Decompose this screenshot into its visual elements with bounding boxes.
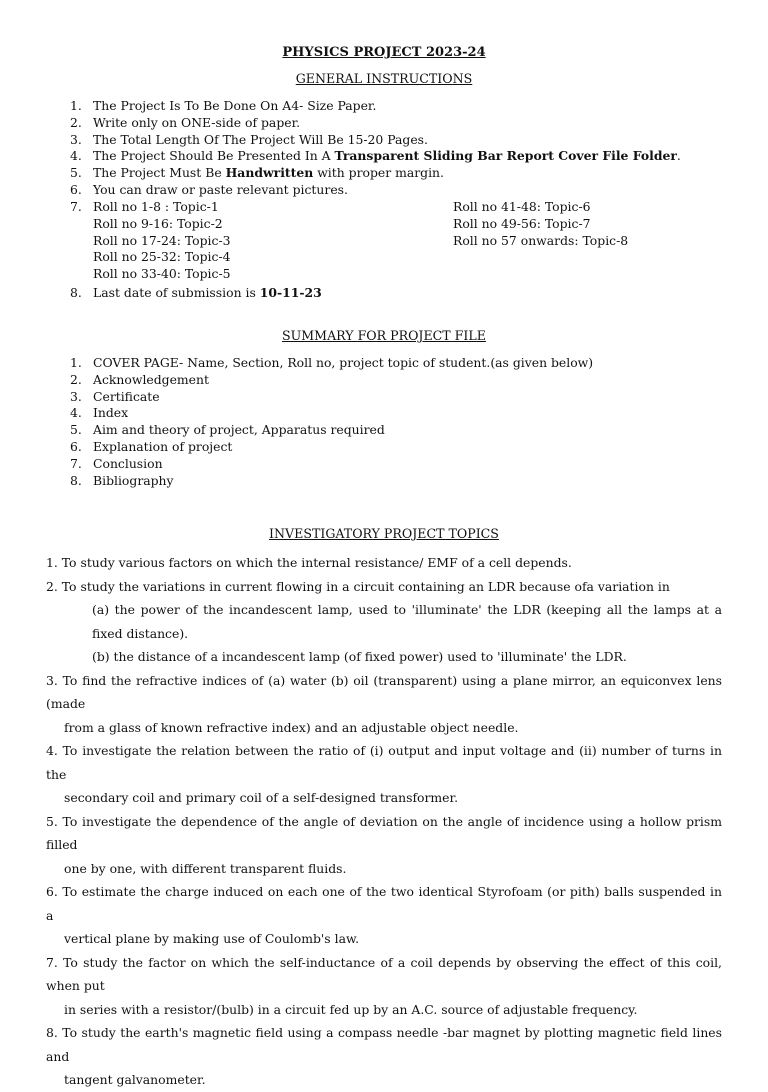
item-text: Certificate [93,388,160,404]
topics-list [46,551,722,1092]
item-text: Last date of submission is [93,285,260,300]
topic-item [46,669,722,740]
item-text-end: with proper margin. [313,165,444,181]
item-text: COVER PAGE- Name, Section, Roll no, project topic of student.(as given below) [93,355,594,370]
topic-item [46,551,722,575]
item-number: 6. [70,438,82,454]
item-number: 8. [70,472,82,488]
item-text: Aim and theory of project, Apparatus required [93,422,385,438]
roll-entry: Roll no 33-40: Topic-5 [93,266,231,282]
topics-heading: INVESTIGATORY PROJECT TOPICS [269,526,499,541]
roll-entry: Roll no 25-32: Topic-4 [93,249,231,265]
item-number: 7. [70,455,82,471]
topic-item [46,880,722,951]
topic-text: 1. To study various factors on which the internal resistance/ EMF of a cell depends. [46,555,572,570]
item-text: The Project Is To Be Done On A4- Size Paper. [93,98,377,113]
topic-text-continued: vertical plane by making use of Coulomb's law. [64,931,360,946]
roll-entry: Roll no 41-48: Topic-6 [453,199,591,214]
list-item [62,132,681,149]
topic-item [46,1021,722,1092]
roll-entry: Roll no 9-16: Topic-2 [93,215,223,231]
item-text-end: . [676,148,681,164]
item-number: 4. [70,405,82,421]
item-text: Explanation of project [93,438,233,454]
topic-text-continued: in series with a resistor/(bulb) in a circuit fed up by an A.C. source of adjustable frequency. [64,1001,638,1017]
item-number: 1. [70,98,82,113]
topic-item [46,810,722,881]
item-number: 3. [70,388,82,404]
summary-list [62,355,593,489]
item-text: The Total Length Of The Project Will Be 15-20 Pages. [93,131,428,147]
item-text: You can draw or paste relevant pictures. [93,181,348,197]
list-item [62,98,681,115]
item-number: 8. [70,285,82,300]
topic-text-continued: tangent galvanometer. [64,1072,206,1087]
list-item [62,405,593,422]
topic-subitem: (a) the power of the incandescent lamp, used to 'illuminate' the LDR (keeping all the lamps at a fixed distance). [92,602,722,641]
topic-text: 8. To study the earth's magnetic field using a compass needle -bar magnet by plotting magnetic field lines and [46,1025,722,1064]
roll-column-left [93,199,231,283]
list-item [62,456,593,473]
topic-text: 4. To investigate the relation between the ratio of (i) output and input voltage and (ii) number of turns in the [46,743,722,782]
item-number: 6. [70,181,82,197]
item-text: Write only on ONE-side of paper. [93,114,301,130]
topic-item [46,951,722,1022]
topic-subitem: (b) the distance of a incandescent lamp (of fixed power) used to 'illuminate' the LDR. [92,649,627,664]
topic-text-continued: secondary coil and primary coil of a self-designed transformer. [64,790,459,805]
item-text: Bibliography [93,472,174,488]
topic-text: 2. To study the variations in current flowing in a circuit containing an LDR because ofa variation in [46,578,670,594]
list-item [62,148,681,165]
roll-entry: Roll no 57 onwards: Topic-8 [453,232,629,248]
list-item [62,389,593,406]
item-number: 7. [70,199,82,214]
general-instructions-heading: GENERAL INSTRUCTIONS [295,71,473,86]
item-text: Conclusion [93,455,163,471]
topic-text: 6. To estimate the charge induced on each one of the two identical Styrofoam (or pith) balls suspended in a [46,884,722,923]
item-bold-text: Transparent Sliding Bar Report Cover File Folder [334,148,677,164]
topic-text-continued: one by one, with different transparent fluids. [64,860,347,876]
page-title: PHYSICS PROJECT 2023-24 [282,45,486,60]
list-item [62,473,593,490]
list-item [62,422,593,439]
item-bold-text: Handwritten [225,165,314,181]
topic-text-continued: from a glass of known refractive index) and an adjustable object needle. [64,719,519,735]
list-item [62,182,681,199]
submission-date-item [70,285,322,302]
list-item [62,165,681,182]
item-number: 5. [70,165,82,181]
list-item [62,439,593,456]
item-number: 2. [70,114,82,130]
item-number: 2. [70,371,82,387]
roll-entry: Roll no 1-8 : Topic-1 [93,199,219,214]
topic-text: 7. To study the factor on which the self-inductance of a coil depends by observing the effect of this coil, when put [46,954,722,993]
topic-text: 5. To investigate the dependence of the angle of deviation on the angle of incidence using a hollow prism filled [46,813,722,852]
general-instructions-list [62,98,681,199]
item-text: Acknowledgement [93,371,209,387]
roll-entry: Roll no 17-24: Topic-3 [93,232,231,248]
item-number: 5. [70,422,82,438]
topic-text: 3. To find the refractive indices of (a) water (b) oil (transparent) using a plane mirror, an equiconvex lens (made [46,672,722,711]
item-text: The Project Must Be [93,165,226,181]
topic-item [46,575,722,669]
list-item [62,372,593,389]
topic-item [46,739,722,810]
item-number: 3. [70,131,82,147]
list-item [62,355,593,372]
item-text: Index [93,405,129,421]
submission-date: 10-11-23 [259,285,322,300]
item-number: 4. [70,148,82,164]
item-text: The Project Should Be Presented In A [93,148,335,164]
summary-heading: SUMMARY FOR PROJECT FILE [282,328,486,343]
list-item [62,115,681,132]
roll-column-right [453,199,628,249]
roll-entry: Roll no 49-56: Topic-7 [453,215,591,231]
item-number: 1. [70,355,82,370]
